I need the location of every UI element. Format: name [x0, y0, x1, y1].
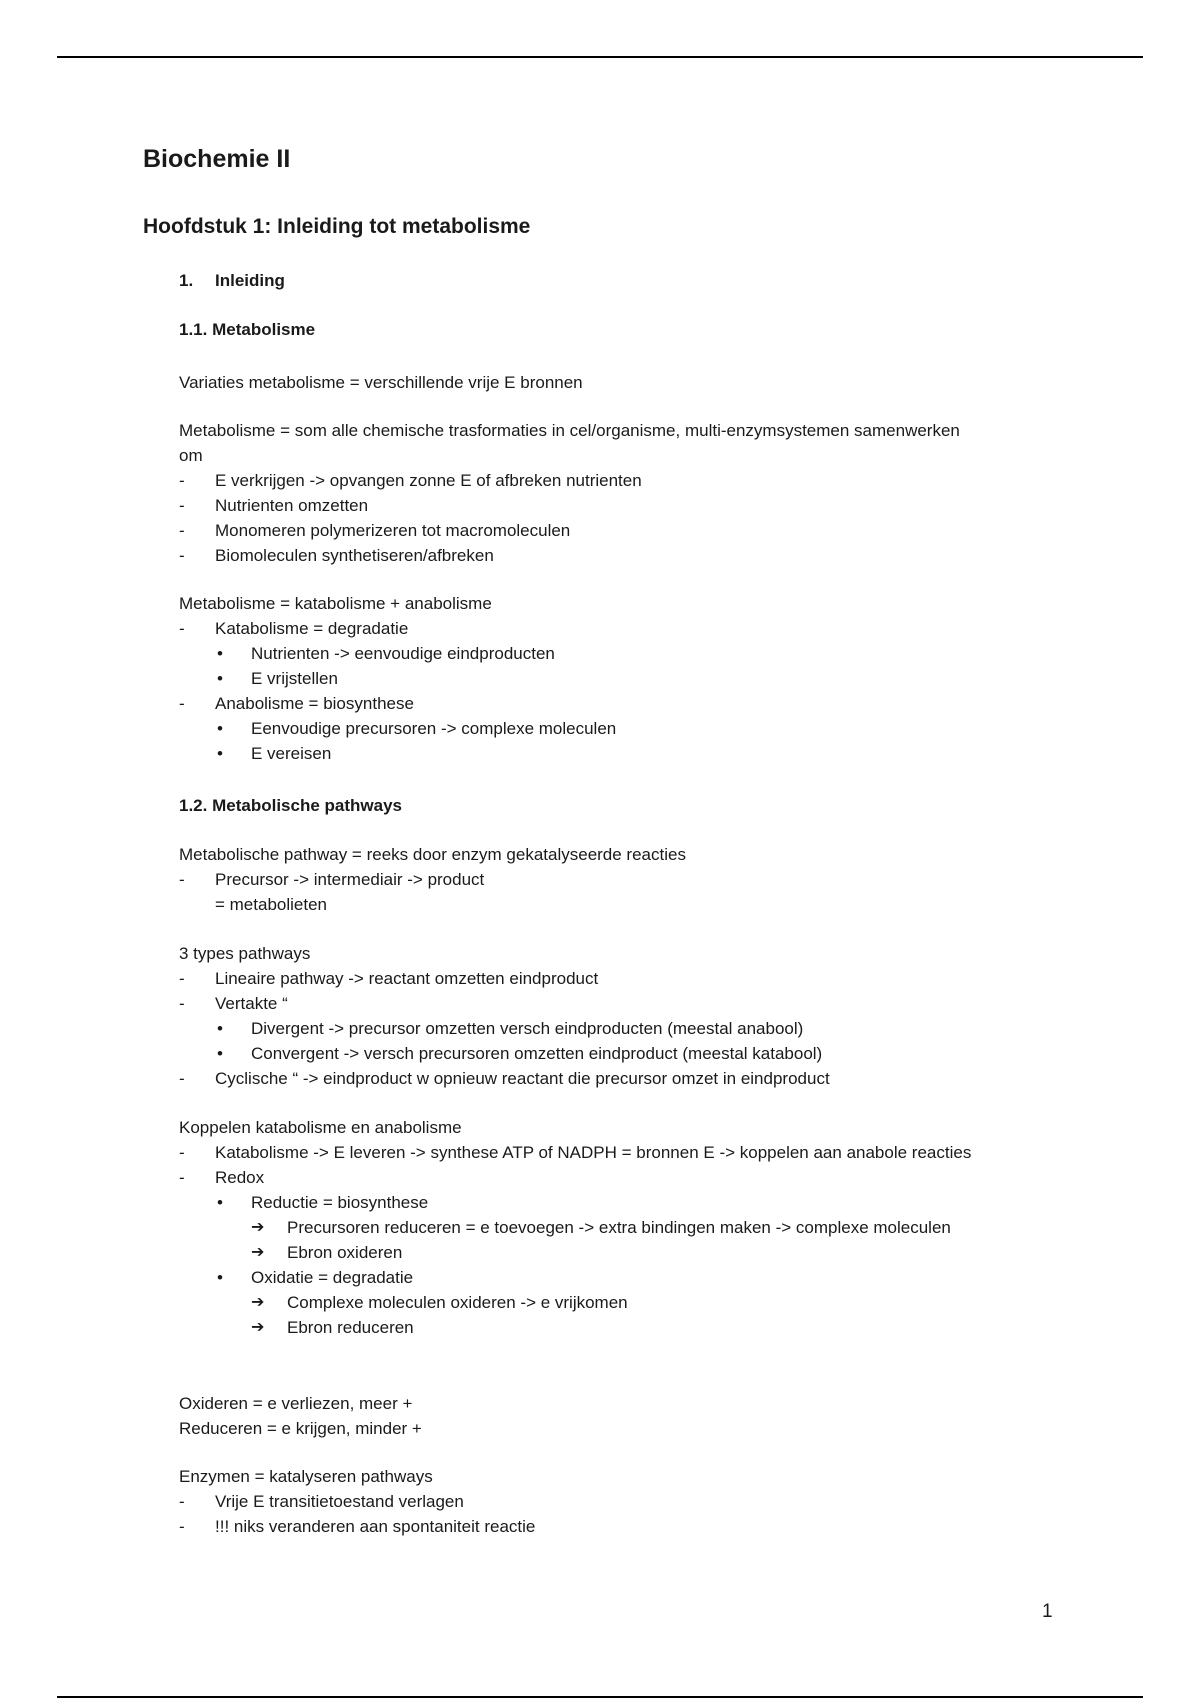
section-label: Metabolisme: [212, 320, 316, 339]
paragraph-variaties: [179, 370, 1079, 395]
list-item: • Eenvoudige precursoren -> complexe moleculen: [179, 716, 1079, 741]
section-number: 1.1.: [179, 320, 208, 339]
header-rule: [57, 56, 1143, 58]
list-item: • Reductie = biosynthese: [179, 1190, 1079, 1215]
section-label: Inleiding: [215, 271, 285, 290]
paragraph-pathway-types: [179, 941, 1079, 1091]
dash-marker: -: [179, 521, 185, 540]
page-number: 1: [1042, 1601, 1053, 1622]
section-label: Metabolische pathways: [212, 796, 402, 815]
dash-marker: -: [179, 969, 185, 988]
paragraph-metabolisme-def: [179, 418, 979, 568]
list-item: - !!! niks veranderen aan spontaniteit reactie: [179, 1514, 1079, 1539]
paragraph-kat-ana: [179, 591, 1079, 766]
paragraph-oxideren-reduceren: [179, 1391, 1079, 1441]
document-title: Biochemie II: [143, 145, 291, 173]
list-item: - Precursor -> intermediair -> product: [179, 867, 1079, 892]
section-heading-1: [179, 271, 285, 291]
list-item: - Katabolisme = degradatie: [179, 616, 1079, 641]
list-item: • Oxidatie = degradatie: [179, 1265, 1079, 1290]
list-item: ➔ Ebron oxideren: [179, 1240, 1079, 1265]
list-item: • Nutrienten -> eenvoudige eindproducten: [179, 641, 1079, 666]
section-number: 1.: [179, 271, 194, 290]
bullet-marker: •: [217, 644, 223, 663]
list-item: - Redox: [179, 1165, 1079, 1190]
dash-marker: -: [179, 1492, 185, 1511]
list-item: - Nutrienten omzetten: [179, 493, 979, 518]
dash-marker: -: [179, 694, 185, 713]
list-item: - Vrije E transitietoestand verlagen: [179, 1489, 1079, 1514]
arrow-right-icon: ➔: [251, 1294, 265, 1311]
text-line: 3 types pathways: [179, 944, 311, 963]
list-item: • Convergent -> versch precursoren omzetten eindproduct (meestal katabool): [179, 1041, 1079, 1066]
list-item-continuation: = metabolieten: [215, 895, 327, 914]
list-item: ➔ Complexe moleculen oxideren -> e vrijkomen: [179, 1290, 1079, 1315]
list-item: - Katabolisme -> E leveren -> synthese ATP of NADPH = bronnen E -> koppelen aan anabole reacties: [179, 1140, 1079, 1165]
dash-marker: -: [179, 1069, 185, 1088]
dash-marker: -: [179, 496, 185, 515]
bullet-marker: •: [217, 744, 223, 763]
list-item: - Cyclische “ -> eindproduct w opnieuw reactant die precursor omzet in eindproduct: [179, 1066, 1079, 1091]
dash-marker: -: [179, 546, 185, 565]
dash-marker: -: [179, 1143, 185, 1162]
bullet-marker: •: [217, 669, 223, 688]
bullet-marker: •: [217, 1193, 223, 1212]
list-item: • E vereisen: [179, 741, 1079, 766]
list-item: - Lineaire pathway -> reactant omzetten eindproduct: [179, 966, 1079, 991]
text-line: Enzymen = katalyseren pathways: [179, 1467, 433, 1486]
list-item: - E verkrijgen -> opvangen zonne E of afbreken nutrienten: [179, 468, 979, 493]
chapter-title: Hoofdstuk 1: Inleiding tot metabolisme: [143, 215, 531, 238]
list-item: ➔ Ebron reduceren: [179, 1315, 1079, 1340]
dash-marker: -: [179, 870, 185, 889]
paragraph-pathway-def: [179, 842, 1079, 917]
dash-marker: -: [179, 619, 185, 638]
text-line: Reduceren = e krijgen, minder +: [179, 1419, 422, 1438]
arrow-right-icon: ➔: [251, 1319, 265, 1336]
text-line: Metabolische pathway = reeks door enzym gekatalyseerde reacties: [179, 845, 686, 864]
text-line: Metabolisme = katabolisme + anabolisme: [179, 594, 492, 613]
list-item: - Anabolisme = biosynthese: [179, 691, 1079, 716]
paragraph-enzymen: [179, 1464, 1079, 1539]
bullet-marker: •: [217, 1019, 223, 1038]
text-line: Koppelen katabolisme en anabolisme: [179, 1118, 462, 1137]
section-heading-1-1: [179, 320, 315, 340]
text-line: Variaties metabolisme = verschillende vrije E bronnen: [179, 373, 583, 392]
dash-marker: -: [179, 1168, 185, 1187]
arrow-right-icon: ➔: [251, 1219, 265, 1236]
text-line: Metabolisme = som alle chemische trasformaties in cel/organisme, multi-enzymsystemen samenwerken om: [179, 421, 960, 465]
list-item: - Biomoleculen synthetiseren/afbreken: [179, 543, 979, 568]
paragraph-koppelen: [179, 1115, 1079, 1340]
list-item: - Monomeren polymerizeren tot macromoleculen: [179, 518, 979, 543]
section-heading-1-2: [179, 796, 402, 816]
footer-rule: [57, 1696, 1143, 1698]
bullet-marker: •: [217, 1268, 223, 1287]
list-item: ➔ Precursoren reduceren = e toevoegen -> extra bindingen maken -> complexe moleculen: [179, 1215, 1079, 1240]
list-item: • E vrijstellen: [179, 666, 1079, 691]
dash-marker: -: [179, 1517, 185, 1536]
dash-marker: -: [179, 471, 185, 490]
list-item: - Vertakte “: [179, 991, 1079, 1016]
bullet-marker: •: [217, 719, 223, 738]
bullet-marker: •: [217, 1044, 223, 1063]
text-line: Oxideren = e verliezen, meer +: [179, 1394, 413, 1413]
arrow-right-icon: ➔: [251, 1244, 265, 1261]
section-number: 1.2.: [179, 796, 208, 815]
dash-marker: -: [179, 994, 185, 1013]
list-item: • Divergent -> precursor omzetten versch eindproducten (meestal anabool): [179, 1016, 1079, 1041]
